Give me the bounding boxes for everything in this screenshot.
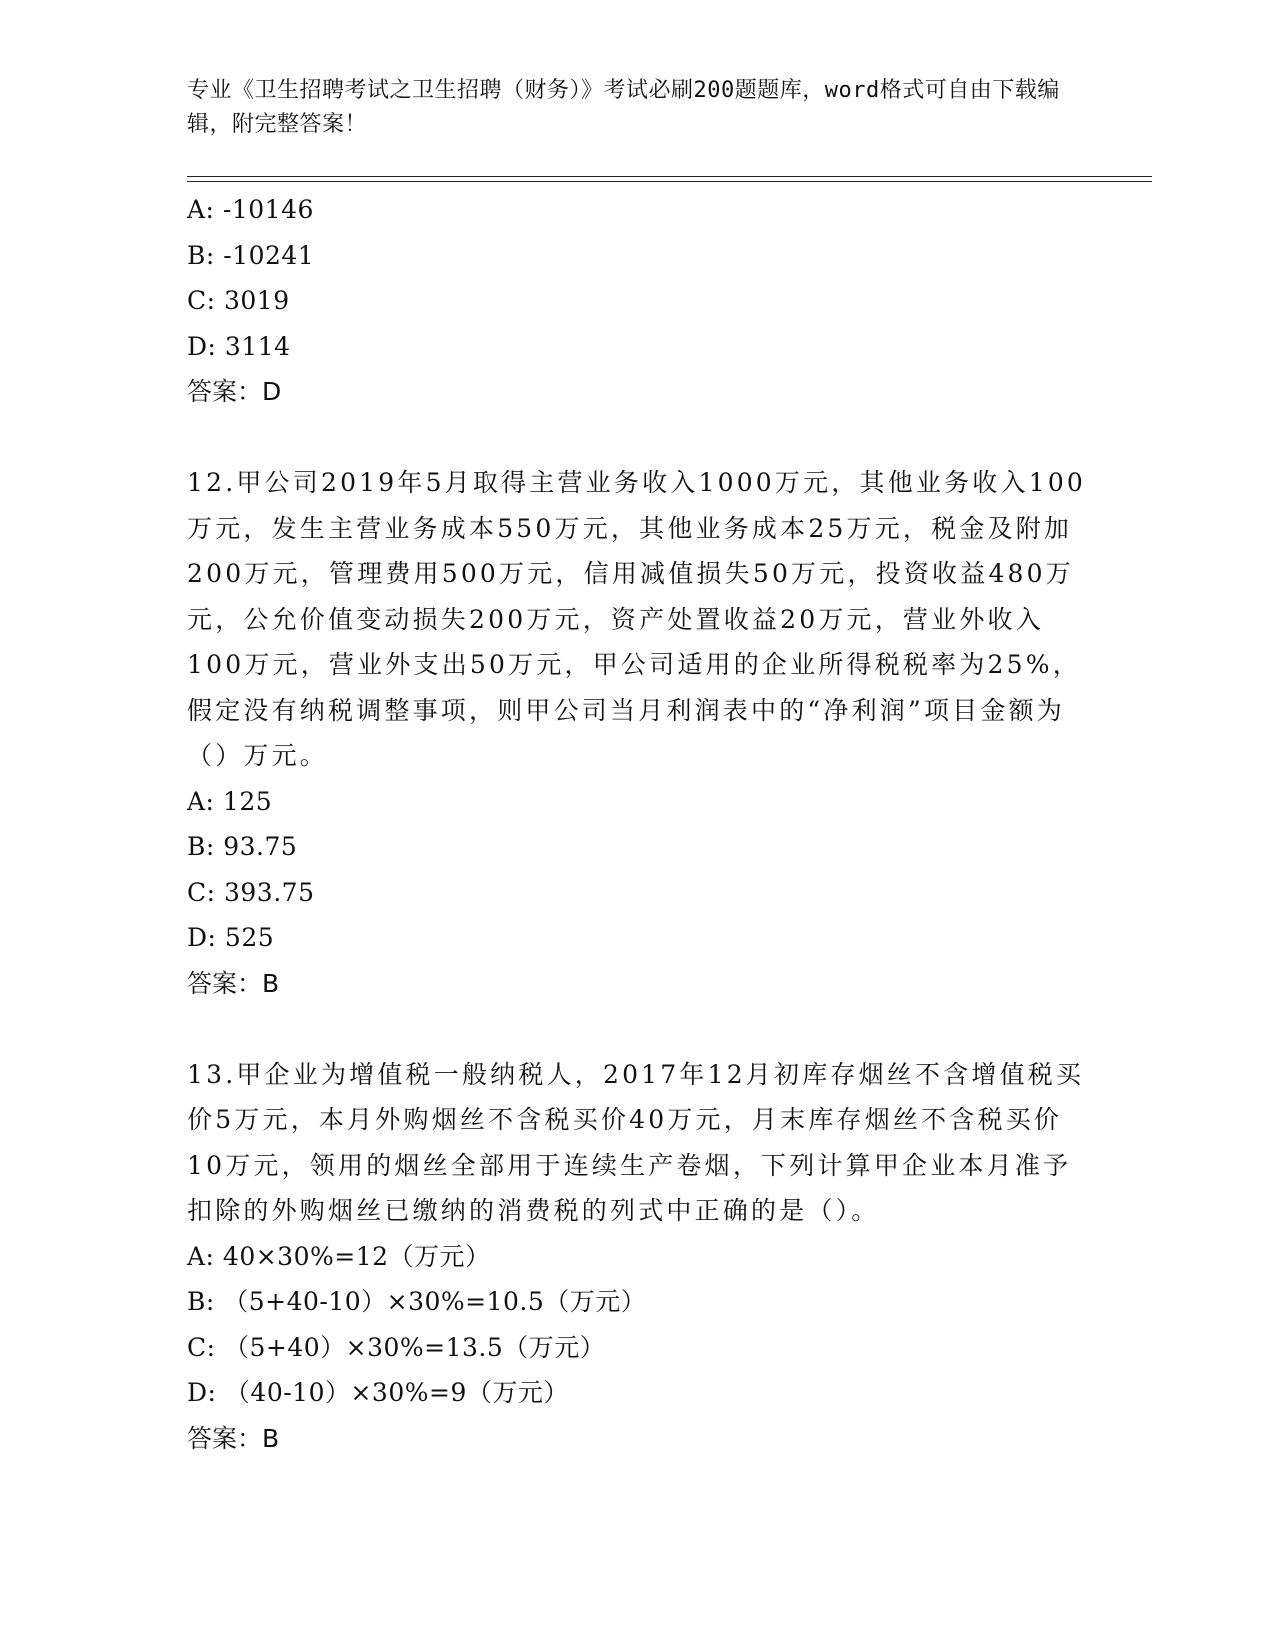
option-b: B: 93.75 [187, 832, 298, 861]
answer-line: 答案：D [187, 377, 282, 406]
question-stem: 13.甲企业为增值税一般纳税人，2017年12月初库存烟丝不含增值税买价5万元，本月外购烟丝不含税买价40万元，月末库存烟丝不含税买价10万元，领用的烟丝全部用于连续生产卷烟，下列计算甲企业本月准予扣除的外购烟丝已缴纳的消费税的列式中正确的是（）。 [187, 1059, 1085, 1225]
question-block-prev [187, 187, 1087, 415]
spacer [187, 1006, 1087, 1052]
answer-line: 答案：B [187, 968, 280, 998]
spacer [187, 415, 1087, 461]
option-d: D: 525 [187, 923, 275, 952]
option-d: D: 3114 [187, 331, 291, 361]
option-b: B: （5+40-10）×30%=10.5（万元） [187, 1287, 647, 1316]
question-list [187, 187, 1087, 1461]
option-c: C: 3019 [187, 286, 290, 315]
option-d: D: （40-10）×30%=9（万元） [187, 1378, 569, 1407]
option-a: A: 40×30%=12（万元） [187, 1241, 491, 1271]
question-block-12 [187, 460, 1087, 1006]
answer-line: 答案：B [187, 1423, 280, 1453]
option-c: C: 393.75 [187, 877, 315, 907]
option-c: C: （5+40）×30%=13.5（万元） [187, 1332, 606, 1362]
question-stem: 12.甲公司2019年5月取得主营业务收入1000万元，其他业务收入100万元，发生主营业务成本550万元，其他业务成本25万元，税金及附加200万元，管理费用500万元，信用减值损失50万元，投资收益480万元，公允价值变动损失200万元，资产处置收益20万元，营业外收入100万元，营业外支出50万元，甲公司适用的企业所得税税率为25%，假定没有纳税调整事项，则甲公司当月利润表中的“净利润”项目金额为（）万元。 [187, 468, 1087, 770]
question-block-13 [187, 1052, 1087, 1462]
option-b: B: -10241 [187, 240, 315, 270]
option-a: A: -10146 [187, 195, 314, 224]
document-header: 专业《卫生招聘考试之卫生招聘（财务）》考试必刷200题题库，word格式可自由下载编辑，附完整答案！ [187, 78, 1060, 137]
header-rule-top [187, 176, 1152, 177]
header-rule-bottom [187, 181, 1152, 182]
option-a: A: 125 [187, 786, 273, 816]
